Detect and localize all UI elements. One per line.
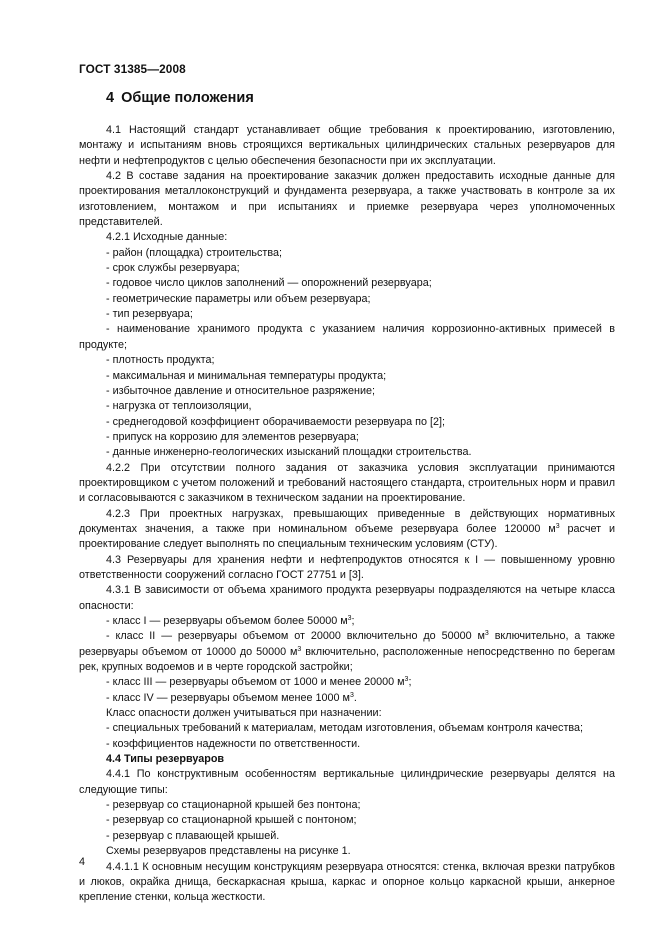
list-item: - геометрические параметры или объем резервуара;	[106, 292, 371, 305]
paragraph-4-2-3	[79, 507, 615, 553]
paragraph-4-3-1: 4.3.1 В зависимости от объема хранимого продукта резервуары подразделяются на четыре класса опасности:	[79, 584, 615, 612]
text-span: - класс I — резервуары объемом более 50000 м	[106, 615, 348, 627]
list-item: - годовое число циклов заполнений — опорожнений резервуара;	[106, 277, 432, 290]
list-item: - нагрузка от теплоизоляции,	[106, 400, 252, 413]
hazard-class-4	[79, 691, 615, 706]
paragraph-4-2: 4.2 В составе задания на проектирование заказчик должен предоставить исходные данные для проектирования металлоконструкций и фундамента резервуара, а также участвовать в контроле за их изготовлением, монтажом и при испытаниях и приемке резервуара через уполномоченных представителей.	[79, 170, 615, 229]
text-span: - класс IV — резервуары объемом менее 1000 м	[106, 691, 350, 704]
list-item: - специальных требований к материалам, методам изготовления, объемам контроля качества;	[106, 722, 584, 735]
list-item: - наименование хранимого продукта с указанием наличия коррозионно-активных примесей в продукте;	[79, 323, 615, 351]
list-item: - данные инженерно-геологических изысканий площадки строительства.	[106, 446, 472, 459]
superscript: 3	[484, 630, 489, 638]
paragraph-4-4-1: 4.4.1 По конструктивным особенностям вертикальные цилиндрические резервуары делятся на следующие типы:	[79, 768, 615, 796]
superscript: 3	[349, 691, 354, 699]
list-item: - срок службы резервуара;	[106, 262, 240, 275]
initial-data-list	[79, 246, 615, 461]
list-item: - плотность продукта;	[106, 354, 215, 367]
text-span: ;	[408, 676, 412, 689]
paragraph-4-2-1: 4.2.1 Исходные данные:	[106, 231, 228, 244]
superscript: 3	[555, 522, 560, 530]
superscript: 3	[297, 645, 302, 653]
section-heading	[106, 91, 254, 106]
text-span: включительно, расположенные непосредственно по берегам рек, крупных водоемов и в черте городской застройки;	[79, 645, 615, 674]
superscript: 3	[404, 676, 409, 684]
list-item: - среднегодовой коэффициент оборачиваемости резервуара по [2];	[106, 415, 446, 428]
paragraph-4-2-2: 4.2.2 При отсутствии полного задания от заказчика условия эксплуатации принимаются проектировщиком с учетом положений и требований настоящего стандарта, строительных норм и правил и согласовываются с заказчиком в техническом задании на проектирование.	[79, 461, 615, 505]
hazard-class-1	[79, 614, 615, 629]
list-item: - район (площадка) строительства;	[106, 246, 282, 259]
hazard-intro: Класс опасности должен учитываться при назначении:	[106, 707, 382, 720]
paragraph-4-4-1-1: 4.4.1.1 К основным несущим конструкциям резервуара относятся: стенка, включая врезки патрубков и люков, окрайка днища, бескаркасная крыша, каркас и опорное кольцо каркасной крыши, анкерное крепление стенки, кольца жесткости.	[79, 860, 615, 904]
hazard-class-2	[79, 629, 615, 675]
schemes-note: Схемы резервуаров представлены на рисунке 1.	[106, 845, 351, 858]
text-span: 4.2.3 При проектных нагрузках, превышающих приведенные в действующих нормативных документах значения, а также при номинальном объеме резервуара более 120000 м	[79, 507, 615, 535]
text-span: - класс II — резервуары объемом от 20000 включительно до 50000 м	[106, 630, 485, 643]
standard-header: ГОСТ 31385—2008	[79, 62, 186, 76]
text-span: .	[353, 691, 357, 704]
section-title: Общие положения	[121, 90, 254, 106]
list-item: - резервуар со стационарной крышей с понтоном;	[106, 814, 357, 827]
list-item: - припуск на коррозию для элементов резервуара;	[106, 430, 359, 443]
text-span: - класс III — резервуары объемом от 1000 и менее 20000 м	[106, 676, 405, 689]
paragraph-4-3: 4.3 Резервуары для хранения нефти и нефтепродуктов относятся к I — повышенному уровню ответственности сооружений согласно ГОСТ 27751 и [3].	[79, 553, 615, 581]
list-item: - резервуар с плавающей крышей.	[106, 829, 280, 842]
list-item: - резервуар со стационарной крышей без понтона;	[106, 799, 361, 812]
list-item: - избыточное давление и относительное разряжение;	[106, 384, 375, 397]
hazard-class-3	[79, 675, 615, 690]
paragraph-4-1: 4.1 Настоящий стандарт устанавливает общие требования к проектированию, изготовлению, монтажу и испытаниям вновь строящихся вертикальных цилиндрических стальных резервуаров для нефти и нефтепродуктов с целью обеспечения безопасности при их эксплуатации.	[79, 124, 615, 167]
text-span: ;	[351, 615, 355, 627]
list-item: - коэффициентов надежности по ответственности.	[106, 737, 361, 750]
text-span: включительно, а также резервуары объемом от 10000 до 50000 м	[79, 630, 616, 658]
superscript: 3	[347, 615, 352, 622]
list-item: - тип резервуара;	[106, 308, 193, 321]
section-number: 4	[106, 90, 115, 106]
list-item: - максимальная и минимальная температуры продукта;	[106, 369, 387, 382]
subsection-4-4-title: 4.4 Типы резервуаров	[106, 753, 225, 766]
page-number: 4	[79, 856, 86, 868]
document-body	[79, 123, 615, 906]
text-span: расчет и проектирование следует выполнять по специальным техническим условиям (СТУ).	[79, 522, 615, 551]
